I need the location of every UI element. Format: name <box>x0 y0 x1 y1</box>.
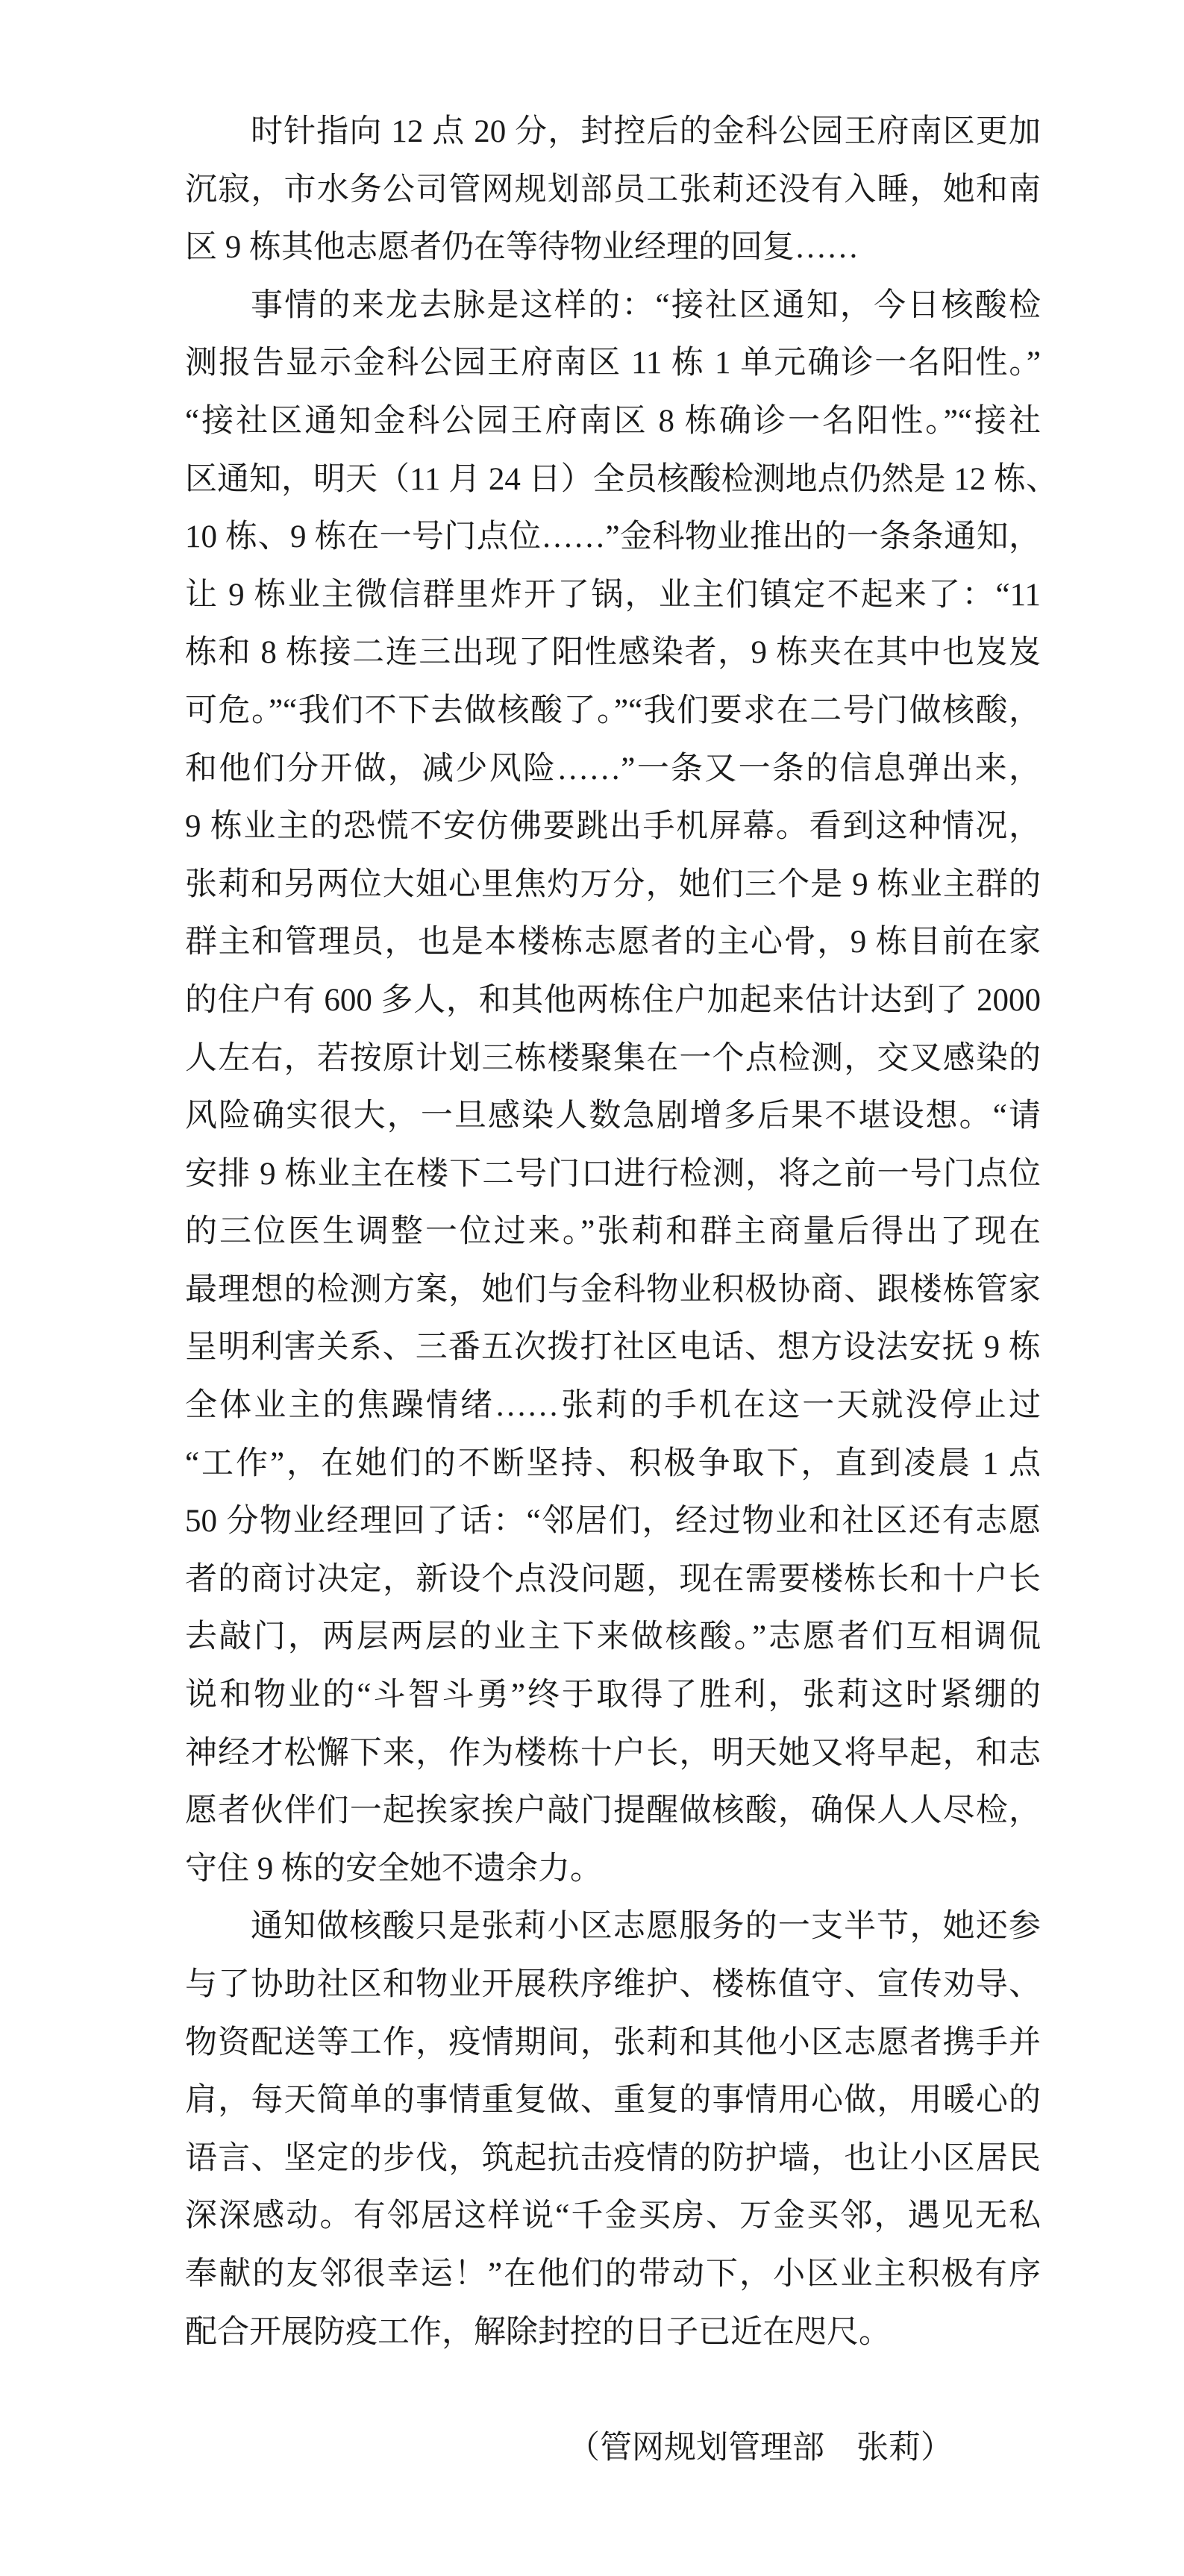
text-line: 50 分物业经理回了话：“邻居们，经过物业和社区还有志愿 <box>185 1504 1041 1539</box>
text-line: 安排 9 栋业主在楼下二号门口进行检测，将之前一号门点位 <box>185 1156 1041 1192</box>
text-line: 风险确实很大，一旦感染人数急剧增多后果不堪设想。“请 <box>185 1098 1041 1134</box>
text-line: 的住户有 600 多人，和其他两栋住户加起来估计达到了 2000 <box>185 982 1041 1018</box>
text-line: 人左右，若按原计划三栋楼聚集在一个点检测，交叉感染的 <box>185 1040 1041 1076</box>
text-line: 沉寂，市水务公司管网规划部员工张莉还没有入睡，她和南 <box>185 172 1041 207</box>
paragraph-2 <box>185 277 1059 1898</box>
text-line: 肩，每天简单的事情重复做、重复的事情用心做，用暖心的 <box>185 2083 1041 2119</box>
text-line: 守住 9 栋的安全她不遗余力。 <box>185 1851 602 1886</box>
text-line: 最理想的检测方案，她们与金科物业积极协商、跟楼栋管家 <box>185 1272 1041 1307</box>
text-line: 语言、坚定的步伐，筑起抗击疫情的防护墙，也让小区居民 <box>185 2140 1041 2176</box>
text-line: 的三位医生调整一位过来。”张莉和群主商量后得出了现在 <box>185 1214 1041 1250</box>
text-line: 去敲门，两层两层的业主下来做核酸。”志愿者们互相调侃 <box>185 1619 1041 1655</box>
text-line: 群主和管理员，也是本楼栋志愿者的主心骨，9 栋目前在家 <box>185 925 1041 960</box>
text-line: 通知做核酸只是张莉小区志愿服务的一支半节，她还参 <box>251 1909 1041 1945</box>
text-line: 配合开展防疫工作，解除封控的日子已近在咫尺。 <box>185 2314 891 2350</box>
text-line: 全体业主的焦躁情绪……张莉的手机在这一天就没停止过 <box>185 1388 1041 1424</box>
text-line: 呈明利害关系、三番五次拨打社区电话、想方设法安抚 9 栋 <box>185 1330 1041 1366</box>
paragraph-3 <box>185 1898 1041 2361</box>
text-line: 9 栋业主的恐慌不安仿佛要跳出手机屏幕。看到这种情况， <box>185 809 1041 845</box>
text-line: 可危。”“我们不下去做核酸了。”“我们要求在二号门做核酸， <box>185 693 1041 728</box>
text-line: 10 栋、9 栋在一号门点位……”金科物业推出的一条条通知， <box>185 519 1041 555</box>
text-line: 者的商讨决定，新设个点没问题，现在需要楼栋长和十户长 <box>185 1561 1041 1597</box>
text-line: 栋和 8 栋接二连三出现了阳性感染者，9 栋夹在其中也岌岌 <box>185 635 1041 671</box>
text-line: 区 9 栋其他志愿者仍在等待物业经理的回复…… <box>185 230 859 266</box>
text-line: 张莉和另两位大姐心里焦灼万分，她们三个是 9 栋业主群的 <box>185 866 1041 902</box>
document-body <box>185 103 1059 2477</box>
signature-line: （管网规划管理部 张莉） <box>568 2430 953 2466</box>
blank-line <box>185 2361 1041 2419</box>
text-line: “接社区通知金科公园王府南区 8 栋确诊一名阳性。”“接社 <box>185 403 1041 439</box>
text-line: 深深感动。有邻居这样说“千金买房、万金买邻，遇见无私 <box>185 2198 1041 2234</box>
text-line: 物资配送等工作，疫情期间，张莉和其他小区志愿者携手并 <box>185 2025 1041 2060</box>
paragraph-1 <box>185 103 1041 277</box>
text-line: 愿者伙伴们一起挨家挨户敲门提醒做核酸，确保人人尽检， <box>185 1793 1041 1829</box>
text-line: 奉献的友邻很幸运！”在他们的带动下，小区业主积极有序 <box>185 2256 1041 2292</box>
text-line: “工作”，在她们的不断坚持、积极争取下，直到凌晨 1 点 <box>185 1445 1041 1481</box>
text-line: 说和物业的“斗智斗勇”终于取得了胜利，张莉这时紧绷的 <box>185 1678 1041 1713</box>
text-line: 测报告显示金科公园王府南区 11 栋 1 单元确诊一名阳性。” <box>185 346 1041 381</box>
text-line: 事情的来龙去脉是这样的：“接社区通知，今日核酸检 <box>251 287 1041 323</box>
text-line: 神经才松懈下来，作为楼栋十户长，明天她又将早起，和志 <box>185 1735 1041 1771</box>
text-line: 区通知，明天（11 月 24 日）全员核酸检测地点仍然是 12 栋、 <box>185 461 1059 497</box>
text-line: 和他们分开做，减少风险……”一条又一条的信息弹出来， <box>185 751 1041 787</box>
text-line: 与了协助社区和物业开展秩序维护、楼栋值守、宣传劝导、 <box>185 1967 1041 2002</box>
text-line: 时针指向 12 点 20 分，封控后的金科公园王府南区更加 <box>251 114 1041 149</box>
text-line: 让 9 栋业主微信群里炸开了锅，业主们镇定不起来了：“11 <box>185 577 1041 613</box>
